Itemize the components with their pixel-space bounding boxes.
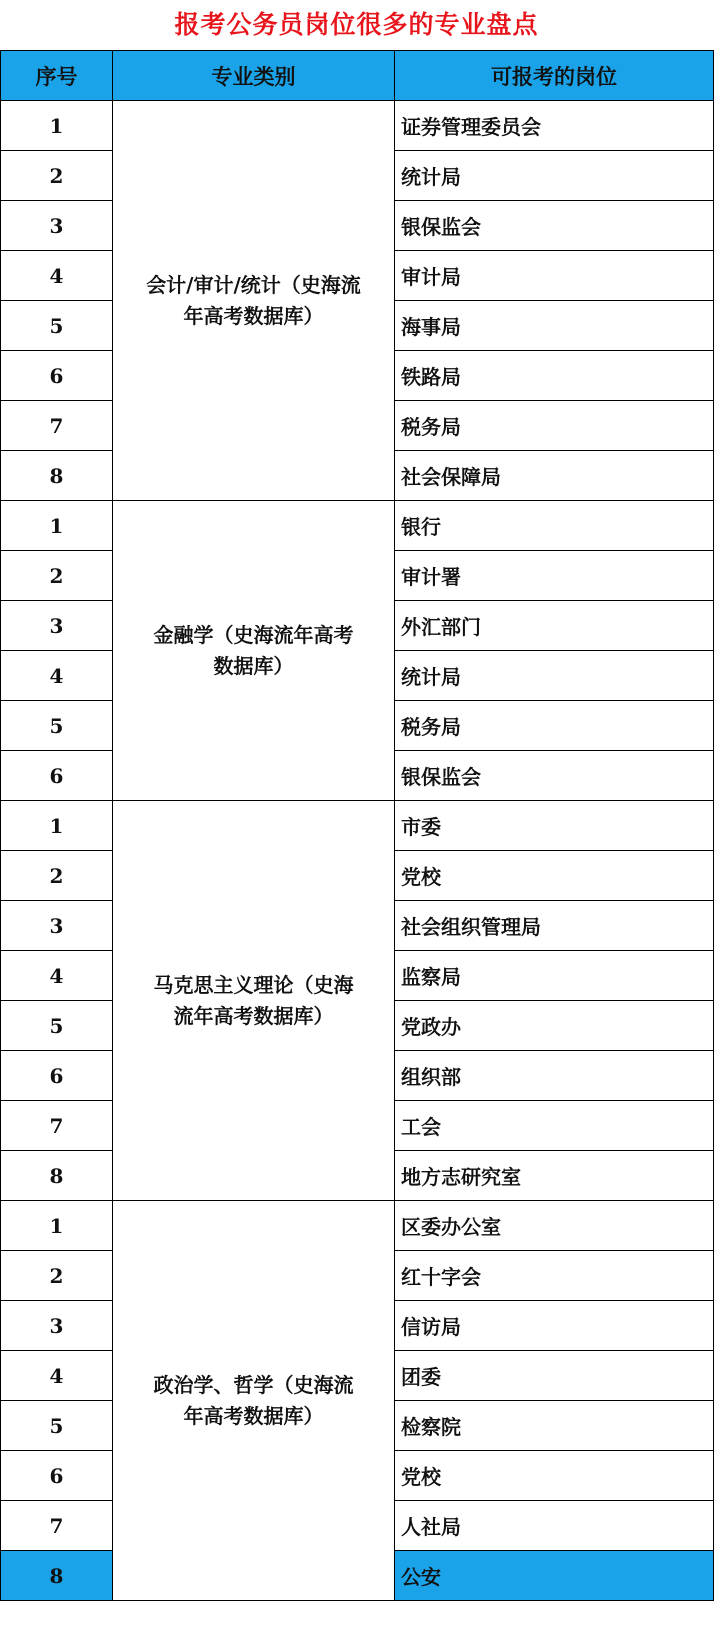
eligible-post: 外汇部门 xyxy=(395,601,714,651)
major-category xyxy=(113,801,395,1201)
row-number: 3 xyxy=(1,201,113,251)
major-category-line: 马克思主义理论（史海 xyxy=(153,972,354,997)
row-number: 1 xyxy=(1,501,113,551)
row-number: 4 xyxy=(1,1351,113,1401)
major-category-line: 年高考数据库） xyxy=(183,303,324,328)
major-category-line: 数据库） xyxy=(213,653,294,678)
eligible-post: 人社局 xyxy=(395,1501,714,1551)
row-number: 5 xyxy=(1,1001,113,1051)
eligible-post: 党校 xyxy=(395,1451,714,1501)
eligible-post: 组织部 xyxy=(395,1051,714,1101)
eligible-post: 银保监会 xyxy=(395,751,714,801)
eligible-post: 信访局 xyxy=(395,1301,714,1351)
eligible-post: 铁路局 xyxy=(395,351,714,401)
major-category-line: 政治学、哲学（史海流 xyxy=(153,1372,354,1397)
row-number: 3 xyxy=(1,1301,113,1351)
row-number: 5 xyxy=(1,701,113,751)
row-number: 5 xyxy=(1,1401,113,1451)
eligible-post: 市委 xyxy=(395,801,714,851)
eligible-post: 证券管理委员会 xyxy=(395,101,714,151)
row-number: 1 xyxy=(1,1201,113,1251)
row-number: 8 xyxy=(1,451,113,501)
major-category-line: 流年高考数据库） xyxy=(173,1003,334,1028)
eligible-post: 统计局 xyxy=(395,651,714,701)
header-no: 序号 xyxy=(1,51,113,101)
eligible-post: 审计局 xyxy=(395,251,714,301)
header-major: 专业类别 xyxy=(113,51,395,101)
row-number: 4 xyxy=(1,651,113,701)
header-row xyxy=(1,51,714,101)
row-number: 2 xyxy=(1,851,113,901)
header-post: 可报考的岗位 xyxy=(395,51,714,101)
row-number: 8 xyxy=(1,1151,113,1201)
major-category xyxy=(113,1201,395,1601)
eligible-post: 税务局 xyxy=(395,401,714,451)
row-number: 1 xyxy=(1,801,113,851)
major-category-line: 年高考数据库） xyxy=(183,1403,324,1428)
major-category xyxy=(113,101,395,501)
table-row xyxy=(1,101,714,151)
table-row xyxy=(1,501,714,551)
row-number: 6 xyxy=(1,1451,113,1501)
eligible-post: 党校 xyxy=(395,851,714,901)
row-number: 3 xyxy=(1,901,113,951)
table-title: 报考公务员岗位很多的专业盘点 xyxy=(174,10,539,39)
row-number: 6 xyxy=(1,751,113,801)
row-number: 4 xyxy=(1,951,113,1001)
eligible-post: 银保监会 xyxy=(395,201,714,251)
row-number: 6 xyxy=(1,1051,113,1101)
row-number: 3 xyxy=(1,601,113,651)
eligible-post: 社会组织管理局 xyxy=(395,901,714,951)
eligible-post: 海事局 xyxy=(395,301,714,351)
row-number: 2 xyxy=(1,151,113,201)
row-number: 7 xyxy=(1,401,113,451)
eligible-post: 工会 xyxy=(395,1101,714,1151)
eligible-post: 检察院 xyxy=(395,1401,714,1451)
major-category-line: 会计/审计/统计（史海流 xyxy=(146,272,361,297)
eligible-post: 银行 xyxy=(395,501,714,551)
eligible-post: 社会保障局 xyxy=(395,451,714,501)
major-category-line: 金融学（史海流年高考 xyxy=(153,622,354,647)
eligible-post: 地方志研究室 xyxy=(395,1151,714,1201)
row-number: 6 xyxy=(1,351,113,401)
row-number: 1 xyxy=(1,101,113,151)
eligible-post: 团委 xyxy=(395,1351,714,1401)
row-number: 4 xyxy=(1,251,113,301)
row-number: 2 xyxy=(1,1251,113,1301)
eligible-post: 统计局 xyxy=(395,151,714,201)
row-number: 7 xyxy=(1,1501,113,1551)
major-category xyxy=(113,501,395,801)
row-number: 5 xyxy=(1,301,113,351)
table-row xyxy=(1,1201,714,1251)
eligible-post: 审计署 xyxy=(395,551,714,601)
row-number: 7 xyxy=(1,1101,113,1151)
posts-table xyxy=(0,50,714,1601)
eligible-post: 红十字会 xyxy=(395,1251,714,1301)
eligible-post: 党政办 xyxy=(395,1001,714,1051)
row-number: 2 xyxy=(1,551,113,601)
row-number: 8 xyxy=(1,1551,113,1601)
eligible-post: 监察局 xyxy=(395,951,714,1001)
eligible-post: 税务局 xyxy=(395,701,714,751)
eligible-post: 公安 xyxy=(395,1551,714,1601)
table-body xyxy=(1,101,714,1601)
table-row xyxy=(1,801,714,851)
eligible-post: 区委办公室 xyxy=(395,1201,714,1251)
